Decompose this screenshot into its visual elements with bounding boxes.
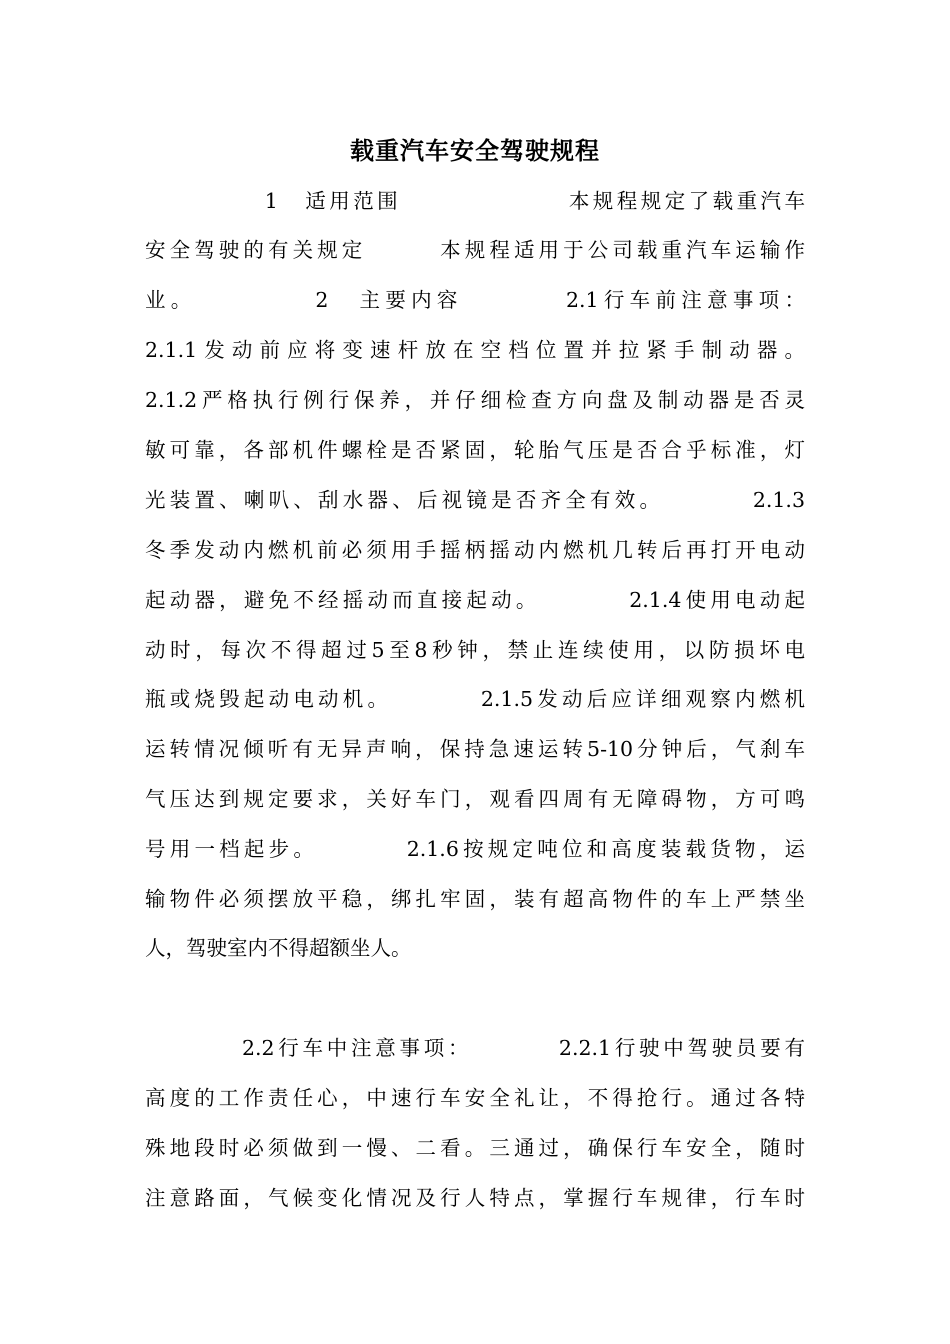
text-line-20: 注意路面，气候变化情况及行人特点，掌握行车规律，行车时 xyxy=(145,1186,805,1210)
text-line-3: 业。 2 主要内容 2.1行车前注意事项： xyxy=(145,288,805,312)
text-line-17: 2.2行车中注意事项： 2.2.1行驶中驾驶员要有 xyxy=(145,1036,805,1060)
text-line-6: 敏可靠，各部机件螺栓是否紧固，轮胎气压是否合乎标准，灯 xyxy=(145,438,805,462)
text-line-9: 起动器，避免不经摇动而直接起动。 2.1.4使用电动起 xyxy=(145,588,805,612)
text-line-13: 气压达到规定要求，关好车门，观看四周有无障碍物，方可鸣 xyxy=(145,787,805,811)
text-line-10: 动时，每次不得超过5至8秒钟，禁止连续使用，以防损坏电 xyxy=(145,638,805,662)
text-line-11: 瓶或烧毁起动电动机。 2.1.5发动后应详细观察内燃机 xyxy=(145,687,805,711)
document-title: 载重汽车安全驾驶规程 xyxy=(350,137,600,165)
text-line-5: 2.1.2严格执行例行保养，并仔细检查方向盘及制动器是否灵 xyxy=(145,388,805,412)
text-line-4: 2.1.1发动前应将变速杆放在空档位置并拉紧手制动器。 xyxy=(145,338,805,362)
text-line-19: 殊地段时必须做到一慢、二看。三通过，确保行车安全，随时 xyxy=(145,1136,805,1160)
text-line-15: 输物件必须摆放平稳，绑扎牢固，装有超高物件的车上严禁坐 xyxy=(145,887,805,911)
text-line-2: 安全驾驶的有关规定 本规程适用于公司载重汽车运输作 xyxy=(145,238,805,262)
text-line-18: 高度的工作责任心，中速行车安全礼让，不得抢行。通过各特 xyxy=(145,1086,805,1110)
text-line-8: 冬季发动内燃机前必须用手摇柄摇动内燃机几转后再打开电动 xyxy=(145,538,805,562)
text-line-1: 1 适用范围 本规程规定了载重汽车 xyxy=(145,189,805,213)
text-line-16: 人，驾驶室内不得超额坐人。 xyxy=(145,936,412,960)
text-line-7: 光装置、喇叭、刮水器、后视镜是否齐全有效。 2.1.3 xyxy=(145,488,805,512)
text-line-12: 运转情况倾听有无异声响，保持急速运转5-10分钟后，气刹车 xyxy=(145,737,805,761)
text-line-14: 号用一档起步。 2.1.6按规定吨位和高度装载货物，运 xyxy=(145,837,805,861)
